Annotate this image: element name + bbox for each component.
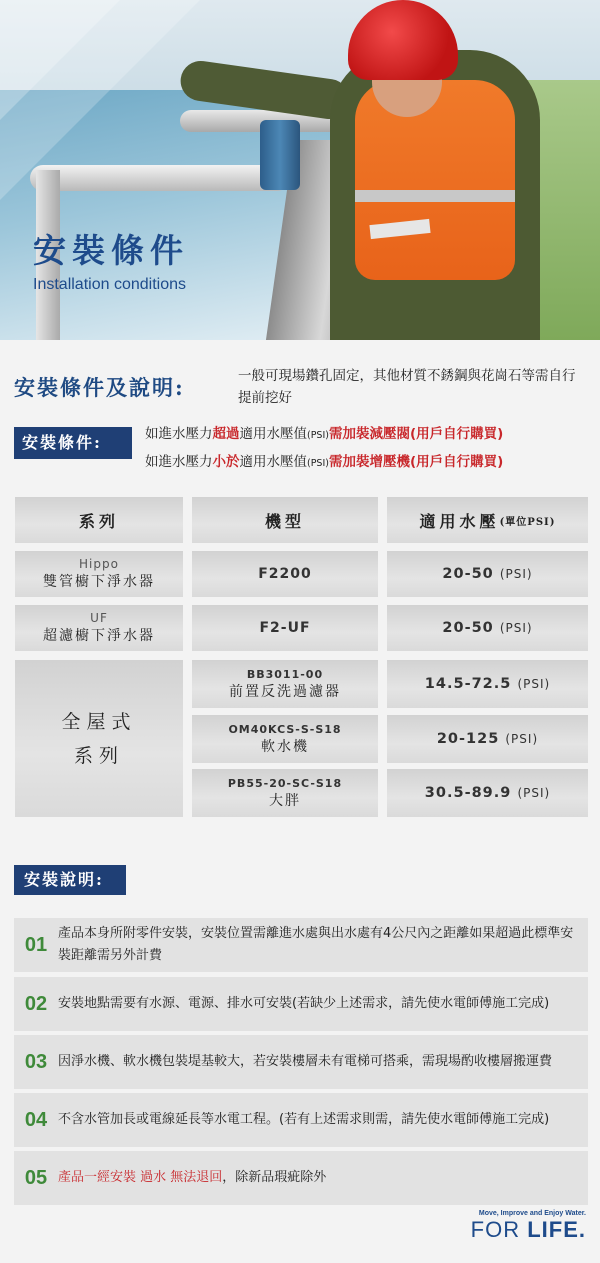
model-code: OM40KCS-S-S18 bbox=[228, 722, 342, 736]
instruction-text: 安裝地點需要有水源、電源、排水可安裝(若缺少上述需求，請先使水電師傅施工完成) bbox=[58, 996, 550, 1011]
table-row-model bbox=[192, 715, 378, 763]
pressure-value: 20-50 bbox=[442, 620, 494, 636]
header-label: 適用水壓 bbox=[419, 511, 500, 531]
hero-banner bbox=[0, 0, 600, 340]
conditions-heading: 安裝條件及說明: bbox=[14, 375, 185, 400]
instruction-number: 01 bbox=[24, 933, 48, 956]
model-code: BB3011-00 bbox=[246, 667, 324, 681]
table-row-pressure bbox=[387, 769, 588, 817]
condition-unit: (PSI) bbox=[307, 458, 329, 469]
instruction-number: 02 bbox=[24, 992, 48, 1015]
worker-safety-vest bbox=[355, 80, 515, 280]
condition-text: 適用水壓值 bbox=[239, 426, 307, 442]
series-english: Hippo bbox=[79, 557, 119, 571]
instruction-number: 03 bbox=[24, 1050, 48, 1073]
pressure-value: 30.5-89.9 bbox=[424, 785, 512, 801]
table-row-model bbox=[192, 551, 378, 597]
pressure-unit: (PSI) bbox=[499, 621, 533, 635]
instruction-warning: 產品一經安裝 過水 無法退回 bbox=[58, 1170, 223, 1185]
table-row-model bbox=[192, 660, 378, 708]
table-row-series bbox=[15, 605, 183, 651]
vest-reflective-stripe bbox=[355, 190, 515, 202]
table-row-pressure bbox=[387, 660, 588, 708]
condition-text: 如進水壓力 bbox=[145, 426, 213, 442]
table-header-model bbox=[192, 497, 378, 543]
table-row-model bbox=[192, 769, 378, 817]
instruction-text: 不含水管加長或電線延長等水電工程。(若有上述需求則需，請先使水電師傅施工完成) bbox=[58, 1112, 550, 1127]
instruction-number: 05 bbox=[24, 1166, 48, 1189]
pressure-unit: (PSI) bbox=[517, 786, 551, 800]
hero-valve bbox=[260, 120, 300, 190]
model-code: PB55-20-SC-S18 bbox=[227, 776, 343, 790]
group-series-line1: 全屋式 bbox=[61, 710, 137, 733]
table-row-pressure bbox=[387, 715, 588, 763]
instructions-badge: 安裝說明: bbox=[14, 865, 126, 895]
condition-keyword: 超過 bbox=[212, 426, 240, 442]
decorative-overlay bbox=[0, 0, 120, 120]
instruction-text: ，除新品瑕疵除外 bbox=[222, 1170, 327, 1185]
instruction-number: 04 bbox=[24, 1108, 48, 1131]
model-code: F2200 bbox=[258, 566, 312, 582]
pressure-unit: (PSI) bbox=[499, 567, 533, 581]
brand-tagline: Move, Improve and Enjoy Water. bbox=[478, 1210, 586, 1217]
pressure-unit: (PSI) bbox=[505, 732, 539, 746]
header-label: 機型 bbox=[264, 511, 305, 531]
condition-keyword: 小於 bbox=[212, 454, 240, 470]
table-header-pressure bbox=[387, 497, 588, 543]
table-group-series bbox=[15, 660, 183, 817]
pressure-value: 20-125 bbox=[436, 731, 500, 747]
pressure-value: 14.5-72.5 bbox=[424, 676, 512, 692]
header-label: 系列 bbox=[78, 511, 119, 531]
table-row-pressure bbox=[387, 551, 588, 597]
table-row-pressure bbox=[387, 605, 588, 651]
condition-action: 需加裝增壓機(用戶自行購買) bbox=[328, 454, 504, 470]
instruction-text: 產品本身所附零件安裝，安裝位置需離進水處與出水處有4公尺內之距離如果超過此標準安裝距離需另外計費 bbox=[58, 926, 574, 963]
conditions-badge: 安裝條件: bbox=[14, 427, 132, 459]
series-english: UF bbox=[90, 611, 108, 625]
brand-life: LIFE. bbox=[527, 1217, 586, 1242]
hero-subtitle: Installation conditions bbox=[33, 276, 186, 293]
pressure-value: 20-50 bbox=[442, 566, 494, 582]
brand-for: FOR bbox=[470, 1217, 521, 1242]
model-name: 大胖 bbox=[269, 792, 301, 809]
condition-line-under bbox=[145, 450, 503, 470]
condition-text: 如進水壓力 bbox=[145, 454, 213, 470]
series-chinese: 雙管櫥下淨水器 bbox=[43, 574, 155, 590]
table-row-model bbox=[192, 605, 378, 651]
instruction-item bbox=[14, 1093, 588, 1147]
pressure-unit: (PSI) bbox=[517, 677, 551, 691]
instruction-item bbox=[14, 1035, 588, 1089]
brand-wordmark bbox=[471, 1217, 586, 1243]
condition-action: 需加裝減壓閥(用戶自行購買) bbox=[328, 426, 504, 442]
series-chinese: 超濾櫥下淨水器 bbox=[43, 628, 155, 644]
condition-unit: (PSI) bbox=[307, 430, 329, 441]
table-row-series bbox=[15, 551, 183, 597]
condition-line-over bbox=[145, 422, 503, 442]
instruction-text-wrap bbox=[58, 1167, 578, 1189]
model-name: 軟水機 bbox=[261, 738, 309, 755]
instruction-text: 因淨水機、軟水機包裝堤基較大，若安裝樓層未有電梯可搭乘，需現場酌收樓層搬運費 bbox=[58, 1054, 553, 1069]
condition-text: 適用水壓值 bbox=[239, 454, 307, 470]
model-name: 前置反洗過濾器 bbox=[229, 683, 341, 700]
instruction-item bbox=[14, 1151, 588, 1205]
conditions-description: 一般可現場鑽孔固定，其他材質不銹鋼與花崗石等需自行提前挖好 bbox=[238, 368, 576, 406]
instruction-item bbox=[14, 918, 588, 972]
group-series-line2: 系列 bbox=[73, 744, 124, 767]
hero-title: 安裝條件 bbox=[33, 231, 189, 270]
instruction-item bbox=[14, 977, 588, 1031]
header-unit: (單位PSI) bbox=[499, 516, 556, 528]
brand-logo bbox=[471, 1210, 586, 1243]
model-code: F2-UF bbox=[259, 620, 311, 636]
table-header-series bbox=[15, 497, 183, 543]
